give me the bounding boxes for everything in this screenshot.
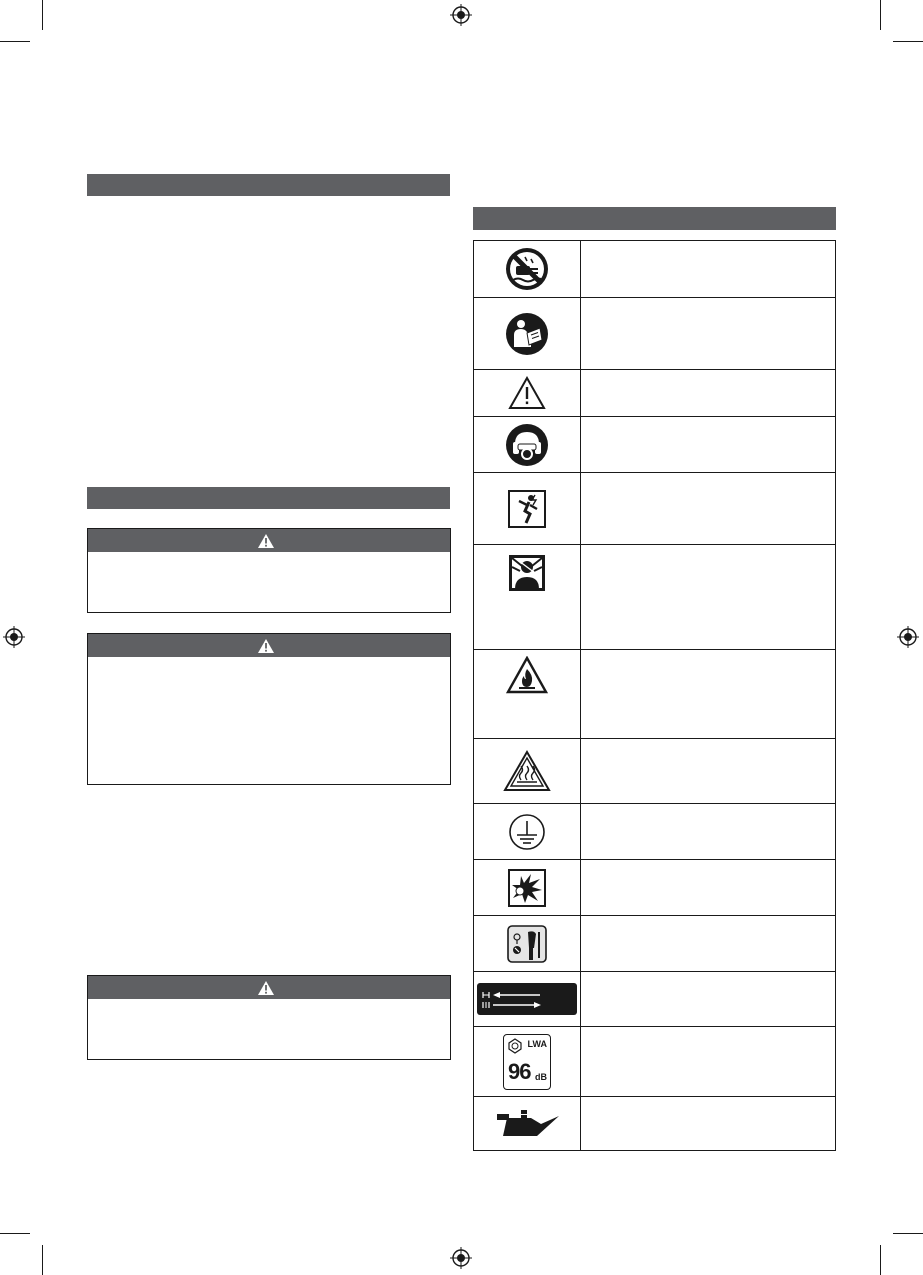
symbol-row [474,650,836,739]
symbol-row [474,298,836,370]
symbol-row [474,1097,836,1151]
no-rain-electrical-icon [504,246,550,292]
symbol-row [474,1027,836,1097]
distance-arrows-icon [475,981,579,1017]
symbol-description [581,972,836,1027]
sound-power-label: LWA [527,1038,547,1049]
section-header-bar [87,174,450,196]
symbol-row [474,804,836,860]
symbol-row [474,739,836,804]
sound-power-unit: dB [535,1071,547,1082]
registration-mark-icon [897,626,919,648]
oil-can-icon [493,1108,561,1140]
sound-wave-icon [507,1038,523,1054]
registration-mark-icon [450,4,472,26]
symbol-description [581,473,836,545]
registration-mark-icon [450,1247,472,1269]
warning-box [87,633,451,785]
symbol-row [474,545,836,650]
warning-triangle-icon [258,534,274,548]
crop-mark [880,1245,881,1275]
sound-power-value: 96 [508,1058,531,1084]
sound-power-icon [503,1034,551,1090]
crop-mark [893,41,923,42]
ground-symbol-icon [507,812,547,852]
symbol-description [581,545,836,650]
read-manual-icon [504,311,550,357]
explosion-hazard-icon [507,868,547,908]
crop-mark [42,1245,43,1275]
electrocution-hazard-icon [507,489,547,529]
symbol-description [581,370,836,417]
symbol-description [581,1097,836,1151]
symbols-header-bar [473,207,836,230]
symbol-description [581,1027,836,1097]
symbol-row [474,473,836,545]
hot-surface-icon [503,750,551,792]
crop-mark [893,1233,923,1234]
crop-mark [0,1233,30,1234]
warning-triangle-icon [258,639,274,653]
warning-header [88,976,450,999]
safety-alert-icon [508,376,546,410]
crop-mark [880,0,881,30]
symbol-row [474,417,836,473]
crop-mark [0,41,30,42]
symbol-row [474,916,836,972]
eye-ear-protection-icon [504,422,550,468]
toxic-fumes-icon [507,553,547,593]
symbol-description [581,916,836,972]
symbol-description [581,417,836,473]
symbol-description [581,804,836,860]
symbol-description [581,298,836,370]
symbol-description [581,860,836,916]
symbol-description [581,739,836,804]
warning-triangle-icon [258,981,274,995]
symbol-description [581,650,836,739]
warning-header [88,529,450,552]
registration-mark-icon [3,626,25,648]
choke-lever-icon [506,924,548,964]
warning-box [87,975,451,1060]
crop-mark [42,0,43,30]
symbols-table [473,240,836,1151]
symbol-row [474,860,836,916]
warning-box [87,528,451,613]
fire-hazard-icon [506,656,548,694]
warning-header [88,634,450,657]
section-header-bar [87,487,450,509]
symbol-row [474,241,836,298]
symbol-description [581,241,836,298]
symbol-row [474,370,836,417]
symbol-row [474,972,836,1027]
